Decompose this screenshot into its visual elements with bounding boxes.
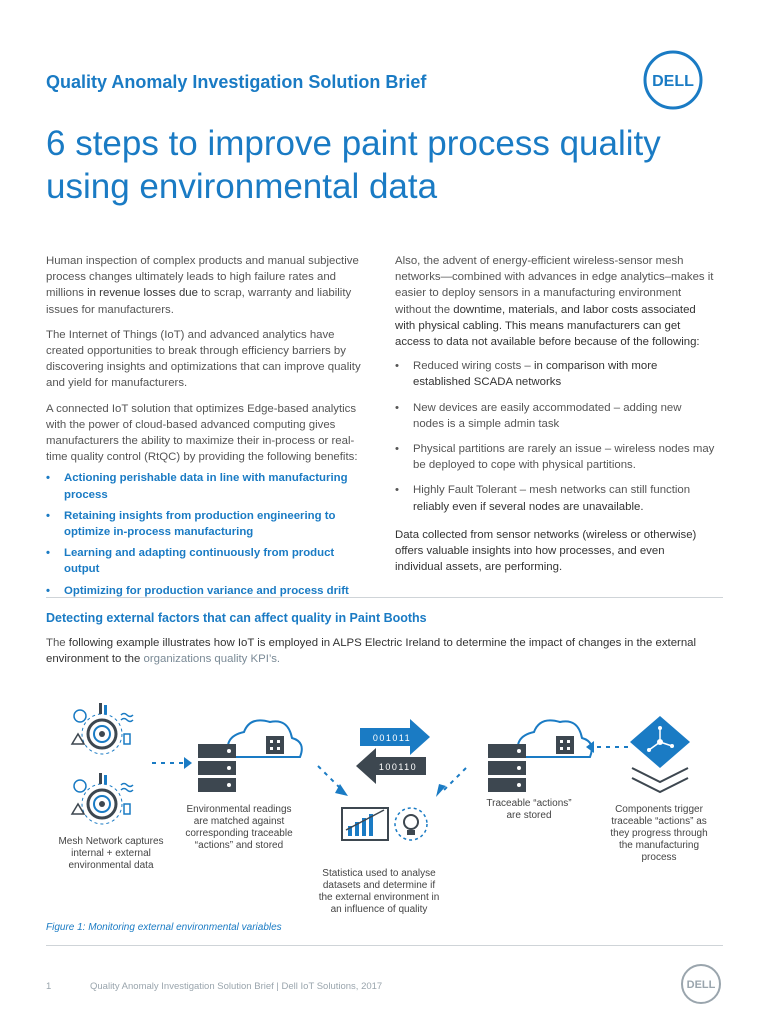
svg-text:they progress through: they progress through: [610, 828, 708, 839]
svg-text:the manufacturing: the manufacturing: [618, 840, 700, 851]
brief-title: Quality Anomaly Investigation Solution Brief: [46, 72, 427, 92]
right-paragraph-2: Data collected from sensor networks (wireless or otherwise) offers valuable insights into how processes, and even individual assets, are performing.: [395, 528, 697, 574]
lightbulb-icon: [395, 808, 427, 840]
title-line-2: using environmental data: [46, 167, 438, 206]
data-in-arrow: [356, 748, 426, 784]
svg-text:“actions” and stored: “actions” and stored: [194, 840, 284, 851]
caption-environmental-readings: [185, 804, 293, 851]
figure-caption: Figure 1: Monitoring external environmental variables: [46, 922, 282, 933]
caption-statistica: [319, 868, 440, 915]
benefit-item: • Optimizing for production variance and process drift: [46, 583, 366, 599]
left-paragraph-1: Human inspection of complex products and manual subjective process changes ultimately leads to high failure rates and millions in revenue losses due to scrap, warranty and liability issues for manufacturers.: [46, 255, 359, 316]
footer-divider: [46, 945, 723, 946]
svg-text:are stored: are stored: [506, 810, 552, 821]
title-line-1: 6 steps to improve paint process quality: [46, 124, 661, 163]
left-paragraph-3: A connected IoT solution that optimizes Edge-based analytics with the power of cloud-based advanced computing gives manufacturers the ability to maximize their in-process or real-time quality control (RtQC) by providing the following benefits:: [46, 402, 358, 464]
benefit-item: • Retaining insights from production engineering to optimize in-process manufacturing: [46, 508, 366, 540]
section-intro: The following example illustrates how IoT is employed in ALPS Electric Ireland to determine the impact of changes in the external environment to the organizations quality KPI’s.: [46, 637, 697, 666]
svg-text:Components trigger: Components trigger: [615, 804, 703, 815]
section-heading: Detecting external factors that can affect quality in Paint Booths: [46, 611, 427, 625]
left-paragraph-2: The Internet of Things (IoT) and advanced analytics have created opportunities to break through efficiency barriers by discovering insights and optimizations that can improve quality and yield for manufacturers.: [46, 328, 361, 390]
svg-text:process: process: [641, 852, 677, 863]
footer-text: Quality Anomaly Investigation Solution Brief | Dell IoT Solutions, 2017: [90, 981, 383, 992]
svg-text:Mesh Network captures: Mesh Network captures: [58, 836, 164, 847]
svg-text:an influence of quality: an influence of quality: [330, 904, 428, 915]
svg-text:are matched against: are matched against: [193, 816, 285, 827]
svg-text:100110: 100110: [378, 762, 418, 772]
svg-text:environmental data: environmental data: [68, 860, 154, 871]
advantage-item: • Physical partitions are rarely an issue – wireless nodes may be deployed to cope with physical partitions.: [395, 441, 715, 473]
svg-text:Environmental readings: Environmental readings: [186, 804, 292, 815]
server-cloud-icon: [488, 720, 592, 792]
svg-text:the external environment in: the external environment in: [318, 892, 440, 903]
svg-text:DELL: DELL: [686, 979, 716, 991]
analytics-chart-icon: [342, 808, 388, 840]
component-stack-icon: [630, 716, 690, 792]
svg-text:corresponding traceable: corresponding traceable: [185, 828, 293, 839]
flow-arrow: [586, 741, 628, 753]
svg-text:traceable “actions” as: traceable “actions” as: [611, 816, 707, 827]
data-out-arrow: [360, 719, 430, 755]
caption-traceable-actions: [486, 798, 571, 821]
benefit-item: • Actioning perishable data in line with manufacturing process: [46, 470, 366, 502]
svg-text:DELL: DELL: [652, 73, 694, 90]
svg-text:Statistica used to analyse: Statistica used to analyse: [322, 868, 436, 879]
sensor-cluster-icon: [72, 773, 133, 824]
dell-footer-logo: [680, 963, 722, 1005]
benefit-item: • Learning and adapting continuously from product output: [46, 545, 366, 577]
page-number: 1: [46, 981, 52, 992]
flow-arrow: [436, 768, 466, 797]
advantage-item: • Reduced wiring costs – in comparison with more established SCADA networks: [395, 358, 715, 390]
right-paragraph-1: Also, the advent of energy-efficient wireless-sensor mesh networks—combined with advances in edge analytics–makes it easier to deploy sensors in a manufacturing environment without the downtime, materials, and labor costs associated with physical cabling. This means manufacturers can get access to data not available before because of the following:: [395, 255, 714, 349]
svg-text:001011: 001011: [372, 733, 412, 743]
flow-arrow: [152, 757, 192, 769]
sensor-cluster-icon: [72, 703, 133, 754]
svg-text:Traceable “actions”: Traceable “actions”: [486, 798, 572, 809]
svg-text:datasets and determine if: datasets and determine if: [322, 880, 436, 891]
svg-text:internal + external: internal + external: [71, 848, 151, 859]
caption-mesh-network: [58, 836, 163, 871]
caption-components: [610, 804, 707, 863]
advantage-item: • Highly Fault Tolerant – mesh networks can still function reliably even if several nodes are unavailable.: [395, 482, 715, 514]
server-cloud-icon: [198, 720, 302, 792]
flow-arrow: [318, 766, 348, 796]
advantage-item: • New devices are easily accommodated – adding new nodes is a simple admin task: [395, 400, 715, 432]
